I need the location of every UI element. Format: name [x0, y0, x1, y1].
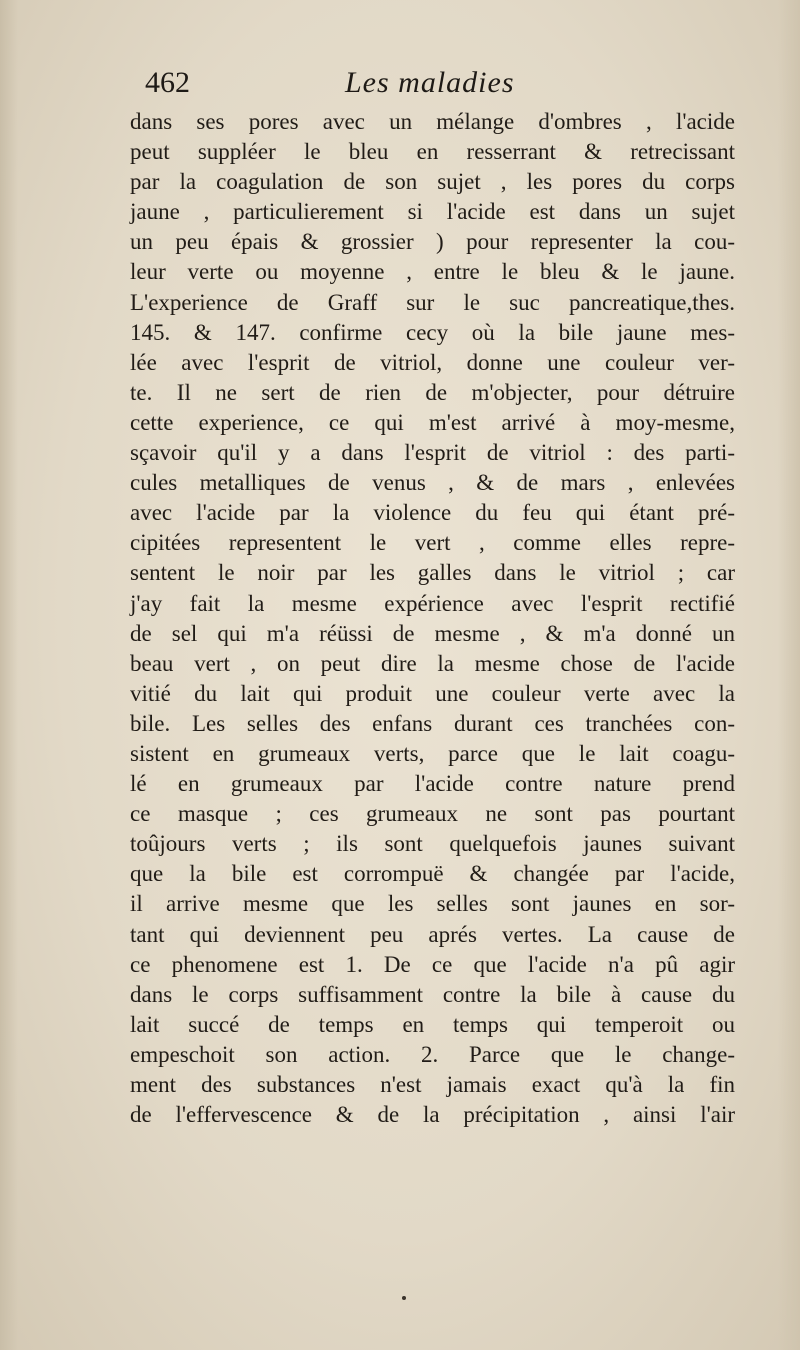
- text-line: ce masque ; ces grumeaux ne sont pas pourtant: [130, 801, 735, 827]
- running-title: Les maladies: [345, 66, 515, 99]
- text-line: leur verte ou moyenne , entre le bleu & le jaune.: [130, 259, 735, 285]
- text-line: que la bile est corrompuë & changée par l'acide,: [130, 861, 735, 887]
- text-line: peut suppléer le bleu en resserrant & retrecissant: [130, 139, 735, 165]
- text-line: j'ay fait la mesme expérience avec l'esprit rectifié: [130, 590, 735, 616]
- text-line: tant qui deviennent peu aprés vertes. La cause de: [130, 921, 735, 947]
- text-line: avec l'acide par la violence du feu qui étant pré-: [130, 500, 735, 526]
- page-edge-shadow: [778, 0, 800, 1350]
- body-text: [130, 107, 735, 1130]
- text-line: cette experience, ce qui m'est arrivé à moy-mesme,: [130, 409, 735, 435]
- text-line: dans le corps suffisamment contre la bile à cause du: [130, 981, 735, 1007]
- text-line: bile. Les selles des enfans durant ces tranchées con-: [130, 710, 735, 736]
- text-line: jaune , particulierement si l'acide est dans un sujet: [130, 199, 735, 225]
- text-line: L'experience de Graff sur le suc pancreatique,thes.: [130, 289, 735, 315]
- text-line: vitié du lait qui produit une couleur verte avec la: [130, 680, 735, 706]
- text-line: 145. & 147. confirme cecy où la bile jaune mes-: [130, 319, 735, 345]
- page-gutter-shadow: [0, 0, 18, 1350]
- text-line: te. Il ne sert de rien de m'objecter, pour détruire: [130, 379, 735, 405]
- text-line: ment des substances n'est jamais exact qu'à la fin: [130, 1072, 735, 1097]
- text-line: il arrive mesme que les selles sont jaunes en sor-: [130, 891, 735, 917]
- page-number: 462: [145, 66, 190, 99]
- text-line: lé en grumeaux par l'acide contre nature prend: [130, 771, 735, 797]
- text-line: lait succé de temps en temps qui temperoit ou: [130, 1011, 735, 1037]
- ink-speck: [402, 1296, 406, 1300]
- text-line: par la coagulation de son sujet , les pores du corps: [130, 169, 735, 195]
- text-line: un peu épais & grossier ) pour representer la cou-: [130, 229, 735, 255]
- text-line: ce phenomene est 1. De ce que l'acide n'a pû agir: [130, 951, 735, 977]
- text-line: sentent le noir par les galles dans le vitriol ; car: [130, 560, 735, 586]
- text-line: sçavoir qu'il y a dans l'esprit de vitriol : des parti-: [130, 440, 735, 466]
- text-line: sistent en grumeaux verts, parce que le lait coagu-: [130, 740, 735, 766]
- text-line: toûjours verts ; ils sont quelquefois jaunes suivant: [130, 831, 735, 857]
- text-line: lée avec l'esprit de vitriol, donne une couleur ver-: [130, 349, 735, 375]
- text-line: dans ses pores avec un mélange d'ombres , l'acide: [130, 109, 735, 134]
- text-line: beau vert , on peut dire la mesme chose de l'acide: [130, 650, 735, 676]
- text-line: cules metalliques de venus , & de mars , enlevées: [130, 470, 735, 496]
- text-line: cipitées representent le vert , comme elles repre-: [130, 530, 735, 556]
- text-line: de l'effervescence & de la précipitation , ainsi l'air: [130, 1102, 735, 1128]
- text-line: empeschoit son action. 2. Parce que le change-: [130, 1041, 735, 1067]
- text-line: de sel qui m'a réüssi de mesme , & m'a donné un: [130, 620, 735, 646]
- page-header: [145, 66, 745, 112]
